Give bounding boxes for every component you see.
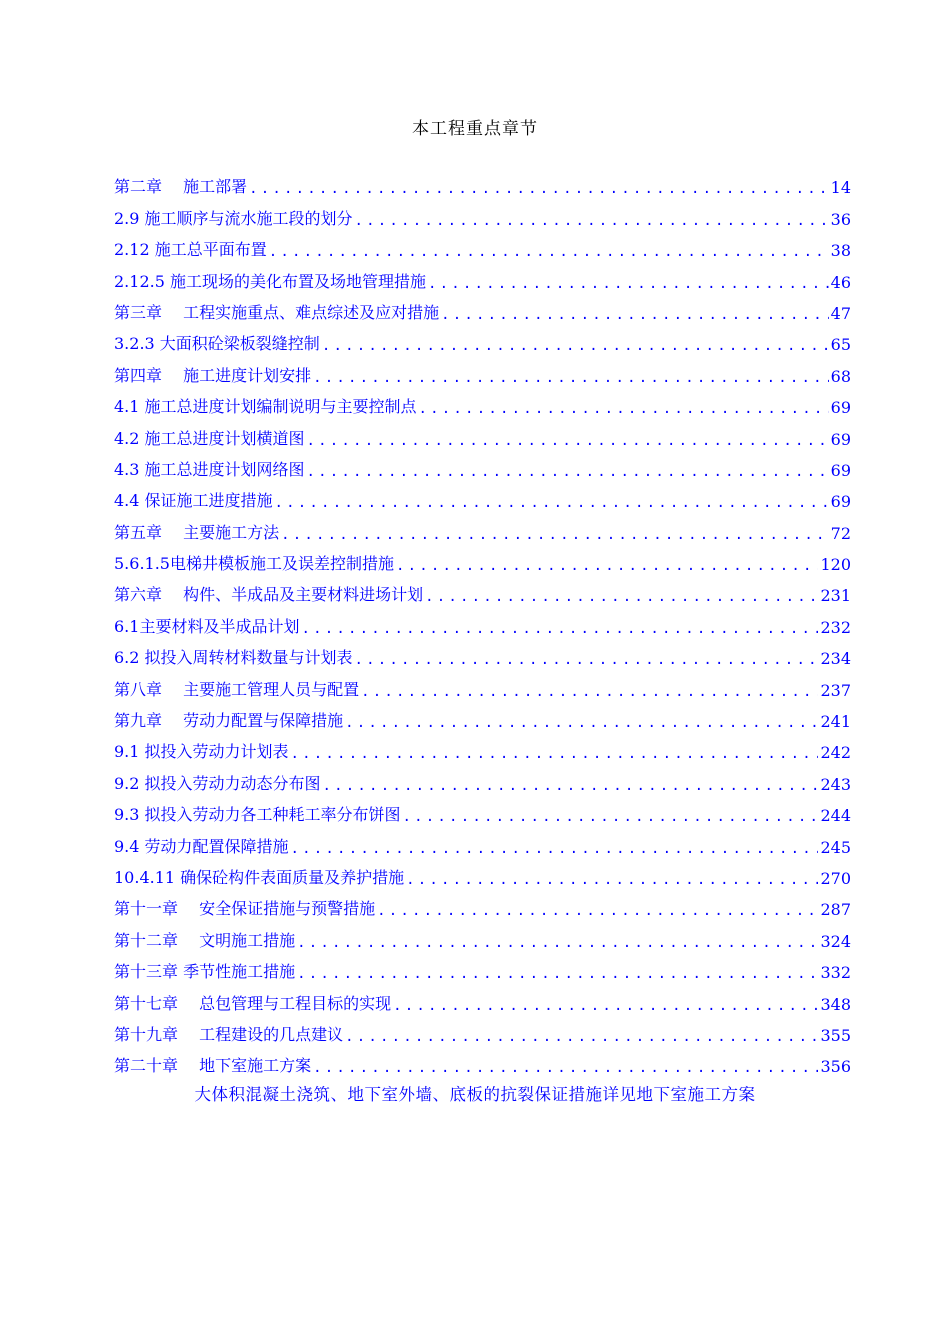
toc-entry-page-number: 245 <box>820 837 851 857</box>
toc-entry[interactable] <box>114 762 851 793</box>
dot-leader <box>307 433 829 449</box>
toc-entry[interactable] <box>114 1014 851 1045</box>
toc-entry-page-number: 120 <box>820 555 851 575</box>
toc-entry-label: 第十七章 总包管理与工程目标的实现 <box>114 993 392 1013</box>
toc-entry[interactable] <box>114 794 851 825</box>
dot-leader <box>355 652 819 668</box>
dot-leader <box>322 338 829 354</box>
toc-entry-page-number: 38 <box>830 241 851 261</box>
toc-entry-label: 4.4 保证施工进度措施 <box>114 491 273 511</box>
toc-entry[interactable] <box>114 197 851 228</box>
dot-leader <box>291 841 819 857</box>
toc-entry-page-number: 69 <box>830 398 851 418</box>
toc-entry-page-number: 355 <box>820 1025 851 1045</box>
toc-entry-label: 3.2.3 大面积砼梁板裂缝控制 <box>114 334 320 354</box>
dot-leader <box>419 401 829 417</box>
dot-leader <box>297 966 818 982</box>
toc-entry-label: 2.12.5 施工现场的美化布置及场地管理措施 <box>114 271 426 291</box>
toc-entry-label: 6.1主要材料及半成品计划 <box>114 616 300 636</box>
toc-entry-page-number: 46 <box>830 272 851 292</box>
dot-leader <box>406 872 818 888</box>
toc-entry[interactable] <box>114 951 851 982</box>
toc-entry[interactable] <box>114 323 851 354</box>
toc-entry-page-number: 243 <box>820 774 851 794</box>
toc-entry[interactable] <box>114 731 851 762</box>
dot-leader <box>323 778 819 794</box>
toc-entry-page-number: 72 <box>830 523 851 543</box>
toc-entry-label: 第十二章 文明施工措施 <box>114 930 296 950</box>
toc-entry-label: 第十一章 安全保证措施与预警措施 <box>114 899 376 919</box>
toc-entry-page-number: 234 <box>820 649 851 669</box>
toc-entry-label: 第二章 施工部署 <box>114 177 248 197</box>
toc-entry-page-number: 348 <box>820 994 851 1014</box>
toc-entry-label: 第四章 施工进度计划安排 <box>114 365 312 385</box>
toc-entry-page-number: 241 <box>820 712 851 732</box>
toc-entry-page-number: 324 <box>820 931 851 951</box>
dot-leader <box>428 276 829 292</box>
toc-entry-label: 4.1 施工总进度计划编制说明与主要控制点 <box>114 397 417 417</box>
page-title: 本工程重点章节 <box>412 119 538 139</box>
dot-leader <box>313 1060 818 1076</box>
toc-entry-label: 第八章 主要施工管理人员与配置 <box>114 679 360 699</box>
toc-entry[interactable] <box>114 354 851 385</box>
toc-entry[interactable] <box>114 229 851 260</box>
toc-entry[interactable] <box>114 857 851 888</box>
toc-entry-page-number: 36 <box>830 209 851 229</box>
dot-leader <box>345 715 818 731</box>
toc-entry-label: 9.2 拟投入劳动力动态分布图 <box>114 773 321 793</box>
toc-entry[interactable] <box>114 292 851 323</box>
toc-entry[interactable] <box>114 386 851 417</box>
toc-entry-page-number: 242 <box>820 743 851 763</box>
toc-entry[interactable] <box>114 511 851 542</box>
toc-entry-page-number: 68 <box>830 366 851 386</box>
toc-entry-page-number: 69 <box>830 492 851 512</box>
toc-entry-label: 4.3 施工总进度计划网络图 <box>114 459 305 479</box>
toc-entry-page-number: 69 <box>830 460 851 480</box>
toc-entry-label: 6.2 拟投入周转材料数量与计划表 <box>114 648 353 668</box>
toc-entry[interactable] <box>114 1045 851 1076</box>
toc-entry[interactable] <box>114 700 851 731</box>
toc-entry-label: 第六章 构件、半成品及主要材料进场计划 <box>114 585 424 605</box>
toc-entry[interactable] <box>114 919 851 950</box>
toc-entry[interactable] <box>114 825 851 856</box>
toc-entry-label: 9.1 拟投入劳动力计划表 <box>114 742 289 762</box>
toc-entry-label: 5.6.1.5电梯井模板施工及误差控制措施 <box>114 554 394 574</box>
toc-entry-page-number: 244 <box>820 806 851 826</box>
toc-entry-label: 第五章 主要施工方法 <box>114 522 280 542</box>
toc-entry[interactable] <box>114 637 851 668</box>
dot-leader <box>269 244 829 260</box>
toc-entry-label: 第十三章 季节性施工措施 <box>114 962 296 982</box>
toc-entry[interactable] <box>114 543 851 574</box>
toc-entry-page-number: 69 <box>830 429 851 449</box>
toc-entry-page-number: 356 <box>820 1057 851 1077</box>
toc-entry[interactable] <box>114 260 851 291</box>
toc-entry-page-number: 14 <box>830 178 851 198</box>
toc-entry[interactable] <box>114 982 851 1013</box>
toc-entry-label: 9.3 拟投入劳动力各工种耗工率分布饼图 <box>114 805 401 825</box>
toc-entry[interactable] <box>114 668 851 699</box>
toc-entry-label: 第二十章 地下室施工方案 <box>114 1056 312 1076</box>
dot-leader <box>393 998 818 1014</box>
toc-entry-label: 第九章 劳动力配置与保障措施 <box>114 711 344 731</box>
dot-leader <box>345 1029 818 1045</box>
toc-entry-label: 9.4 劳动力配置保障措施 <box>114 836 289 856</box>
toc-entry-page-number: 237 <box>820 680 851 700</box>
dot-leader <box>355 213 829 229</box>
dot-leader <box>361 684 818 700</box>
toc-entry-page-number: 231 <box>820 586 851 606</box>
toc-entry[interactable] <box>114 888 851 919</box>
dot-leader <box>281 527 829 543</box>
toc-entry[interactable] <box>114 417 851 448</box>
dot-leader <box>275 495 829 511</box>
dot-leader <box>297 935 818 951</box>
toc-entry-page-number: 47 <box>830 303 851 323</box>
dot-leader <box>403 809 819 825</box>
toc-entry-label: 第三章 工程实施重点、难点综述及应对措施 <box>114 302 440 322</box>
toc-entry-label: 10.4.11 确保砼构件表面质量及养护措施 <box>114 867 405 887</box>
dot-leader <box>396 558 818 574</box>
dot-leader <box>307 464 829 480</box>
toc-entry-page-number: 332 <box>820 963 851 983</box>
toc-entry-page-number: 232 <box>820 617 851 637</box>
toc-entry[interactable] <box>114 605 851 636</box>
toc-entry-page-number: 287 <box>820 900 851 920</box>
dot-leader <box>291 746 819 762</box>
toc-entry[interactable] <box>114 449 851 480</box>
toc-entry-label: 4.2 施工总进度计划横道图 <box>114 428 305 448</box>
toc-entry-page-number: 270 <box>820 868 851 888</box>
toc-entry-page-number: 65 <box>830 335 851 355</box>
toc-entry-label: 第十九章 工程建设的几点建议 <box>114 1024 344 1044</box>
dot-leader <box>377 903 818 919</box>
toc-entry[interactable] <box>114 480 851 511</box>
dot-leader <box>313 370 829 386</box>
toc-entry[interactable] <box>114 166 851 197</box>
footnote: 大体积混凝土浇筑、地下室外墙、底板的抗裂保证措施详见地下室施工方案 <box>194 1085 756 1104</box>
toc-entry[interactable] <box>114 574 851 605</box>
dot-leader <box>425 589 818 605</box>
table-of-contents <box>114 166 851 1076</box>
dot-leader <box>301 621 818 637</box>
dot-leader <box>441 307 829 323</box>
toc-entry-label: 2.12 施工总平面布置 <box>114 240 267 260</box>
dot-leader <box>249 181 829 197</box>
toc-entry-label: 2.9 施工顺序与流水施工段的划分 <box>114 208 353 228</box>
